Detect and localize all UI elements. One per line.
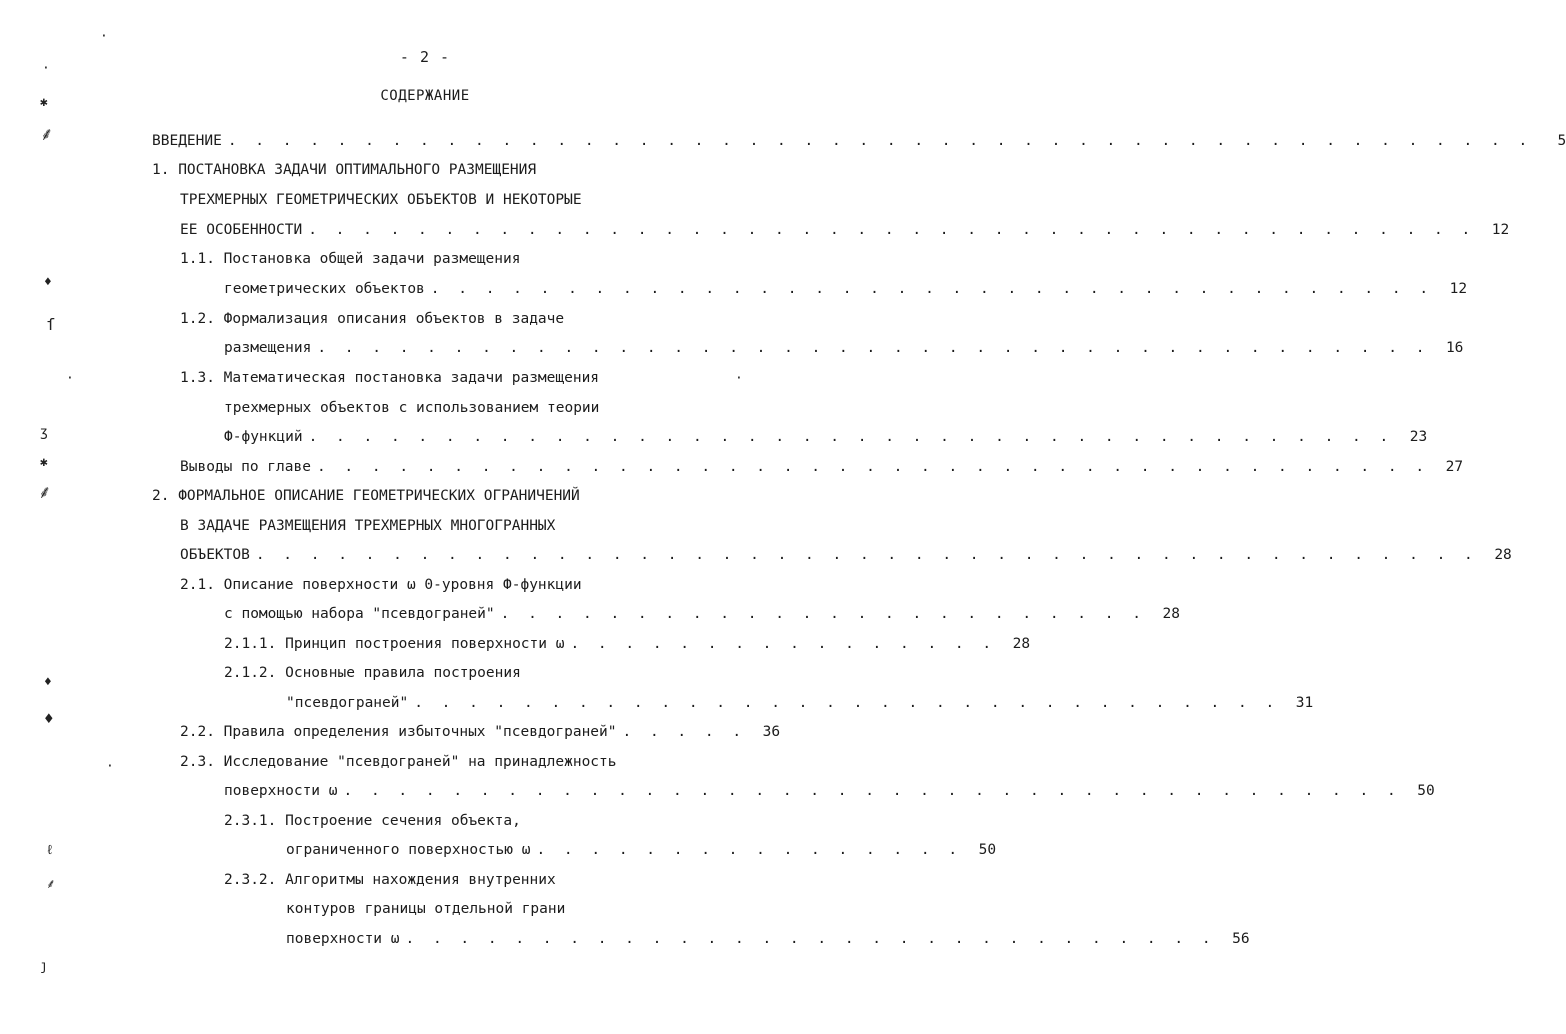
scan-speck: ⸙ — [38, 482, 52, 503]
scan-speck: ⸙ — [40, 124, 54, 145]
scan-speck: · — [106, 759, 114, 774]
toc-page-number: 12 — [1449, 281, 1468, 297]
scan-speck: · — [100, 29, 108, 44]
scan-speck: · — [42, 61, 50, 76]
toc-entry-title: Ф-функций — [224, 429, 303, 445]
toc-page-number: 50 — [1417, 783, 1435, 799]
toc-page-number: 28 — [1162, 606, 1180, 622]
toc-leader-dots: . . . . . . . . . . . . . . . . . . . . . . . . . . . . . . . . . . . . . . . . — [308, 429, 1394, 445]
toc-entry-title: ЕЕ ОСОБЕННОСТИ — [180, 222, 303, 238]
toc-leader-dots: . . . . . . . . . . . . . . . . . . . . . . . . — [500, 606, 1146, 622]
toc-leader-dots: . . . . . . . . . . . . . . . . . . . . . . . . . . . . . . . . — [414, 695, 1280, 711]
page-number: - 2 - — [399, 48, 451, 66]
toc-page-number: 12 — [1491, 222, 1510, 238]
scan-speck: ✱ — [40, 95, 48, 110]
toc-entry — [180, 544, 1512, 566]
toc-line: 2.3. Исследование "псевдограней" на принадлежность — [180, 754, 617, 770]
toc-page-number: 28 — [1012, 636, 1031, 652]
toc-page-number: 56 — [1232, 931, 1250, 947]
scan-speck: ♦ — [44, 275, 52, 290]
toc-line: трехмерных объектов с использованием теории — [224, 400, 600, 416]
toc-line: 1.1. Постановка общей задачи размещения — [180, 251, 521, 267]
toc-entry — [180, 219, 1510, 241]
toc-entry-title: геометрических объектов — [224, 281, 425, 297]
toc-entry — [224, 426, 1428, 448]
toc-entry — [224, 633, 1031, 655]
toc-leader-dots: . . . . . . . . . . . . . . . . . . . . . . . . . . . . . . . . . . . . . . . . . . . . . . . . — [227, 133, 1533, 149]
toc-page-number: 16 — [1445, 340, 1464, 356]
toc-entry-title: 2.2. Правила определения избыточных "псевдограней" — [180, 724, 617, 740]
toc-entry — [180, 721, 781, 743]
toc-leader-dots: . . . . . . . . . . . . . . . . . . . . . . . . . . . . . . . . . . . . . . . — [343, 783, 1401, 799]
toc-page-number: 50 — [978, 842, 997, 858]
scan-speck: ʒ — [40, 425, 48, 440]
toc-line: 2.3.1. Построение сечения объекта, — [224, 813, 521, 829]
toc-entry-title: ОБЪЕКТОВ — [180, 547, 250, 563]
toc-entry — [152, 130, 1566, 152]
scan-speck: ♦ — [44, 709, 54, 728]
toc-entry-title: поверхности ω — [286, 931, 400, 947]
toc-line: 1. ПОСТАНОВКА ЗАДАЧИ ОПТИМАЛЬНОГО РАЗМЕЩЕНИЯ — [152, 162, 537, 178]
toc-entry — [286, 692, 1314, 714]
scan-speck: ✱ — [40, 455, 48, 470]
scan-speck: · — [735, 371, 743, 386]
toc-entry-title: Выводы по главе — [180, 459, 311, 475]
toc-entry — [286, 839, 997, 861]
toc-page-number: 27 — [1445, 459, 1464, 475]
toc-entry-title: 2.1.1. Принцип построения поверхности ω — [224, 636, 565, 652]
toc-leader-dots: . . . . . . . . . . . . . . . . . . . . . . . . . . . . . . . . . . . . . . . . . . . — [308, 222, 1476, 238]
toc-entry-title: поверхности ω — [224, 783, 338, 799]
toc-line: 1.2. Формализация описания объектов в задаче — [180, 311, 565, 327]
toc-line: 1.3. Математическая постановка задачи размещения — [180, 370, 600, 386]
toc-line: 2. ФОРМАЛЬНОЕ ОПИСАНИЕ ГЕОМЕТРИЧЕСКИХ ОГРАНИЧЕНИЙ — [152, 488, 580, 504]
toc-entry — [224, 780, 1435, 802]
toc-entry — [286, 928, 1250, 950]
toc-line: ТРЕХМЕРНЫХ ГЕОМЕТРИЧЕСКИХ ОБЪЕКТОВ И НЕКОТОРЫЕ — [180, 192, 582, 208]
scan-speck: ♦ — [44, 675, 52, 690]
toc-entry — [224, 337, 1464, 359]
toc-line: В ЗАДАЧЕ РАЗМЕЩЕНИЯ ТРЕХМЕРНЫХ МНОГОГРАННЫХ — [180, 518, 556, 534]
toc-entry — [180, 456, 1464, 478]
toc-entry-title: с помощью набора "псевдограней" — [224, 606, 495, 622]
toc-leader-dots: . . . . . . . . . . . . . . . . . . . . . . . . . . . . . . — [405, 931, 1216, 947]
toc-line: 2.3.2. Алгоритмы нахождения внутренних — [224, 872, 556, 888]
toc-entry-title: "псевдограней" — [286, 695, 409, 711]
scan-speck: ſ — [46, 315, 56, 334]
toc-entry — [224, 603, 1180, 625]
toc-entry-title: ограниченного поверхностью ω — [286, 842, 531, 858]
toc-page-number: 28 — [1494, 547, 1512, 563]
scan-speck: ȷ — [40, 959, 48, 974]
toc-page-number: 5 — [1557, 133, 1566, 149]
toc-leader-dots: . . . . . — [622, 724, 747, 740]
toc-entry-title: размещения — [224, 340, 312, 356]
toc-page-number: 36 — [762, 724, 781, 740]
toc-line: 2.1.2. Основные правила построения — [224, 665, 521, 681]
toc-line: 2.1. Описание поверхности ω 0-уровня Ф-функции — [180, 577, 582, 593]
toc-page-number: 23 — [1409, 429, 1428, 445]
toc-leader-dots: . . . . . . . . . . . . . . . . — [570, 636, 997, 652]
toc-leader-dots: . . . . . . . . . . . . . . . . . . . . . . . . . . . . . . . . . . . . . . . . . — [316, 459, 1430, 475]
scan-speck: ℓ — [46, 843, 54, 858]
toc-entry-title: ВВЕДЕНИЕ — [152, 133, 222, 149]
page-title: СОДЕРЖАНИЕ — [380, 88, 470, 104]
toc-leader-dots: . . . . . . . . . . . . . . . . . . . . . . . . . . . . . . . . . . . . . . . . . . . . . — [255, 547, 1478, 563]
toc-leader-dots: . . . . . . . . . . . . . . . . . . . . . . . . . . . . . . . . . . . . . — [430, 281, 1434, 297]
toc-line: контуров границы отдельной грани — [286, 901, 566, 917]
toc-leader-dots: . . . . . . . . . . . . . . . . — [536, 842, 963, 858]
toc-entry — [224, 278, 1468, 300]
toc-leader-dots: . . . . . . . . . . . . . . . . . . . . . . . . . . . . . . . . . . . . . . . . . — [317, 340, 1430, 356]
scan-speck: ⸙ — [46, 877, 56, 892]
toc-page-number: 31 — [1295, 695, 1314, 711]
scan-speck: · — [66, 371, 74, 386]
